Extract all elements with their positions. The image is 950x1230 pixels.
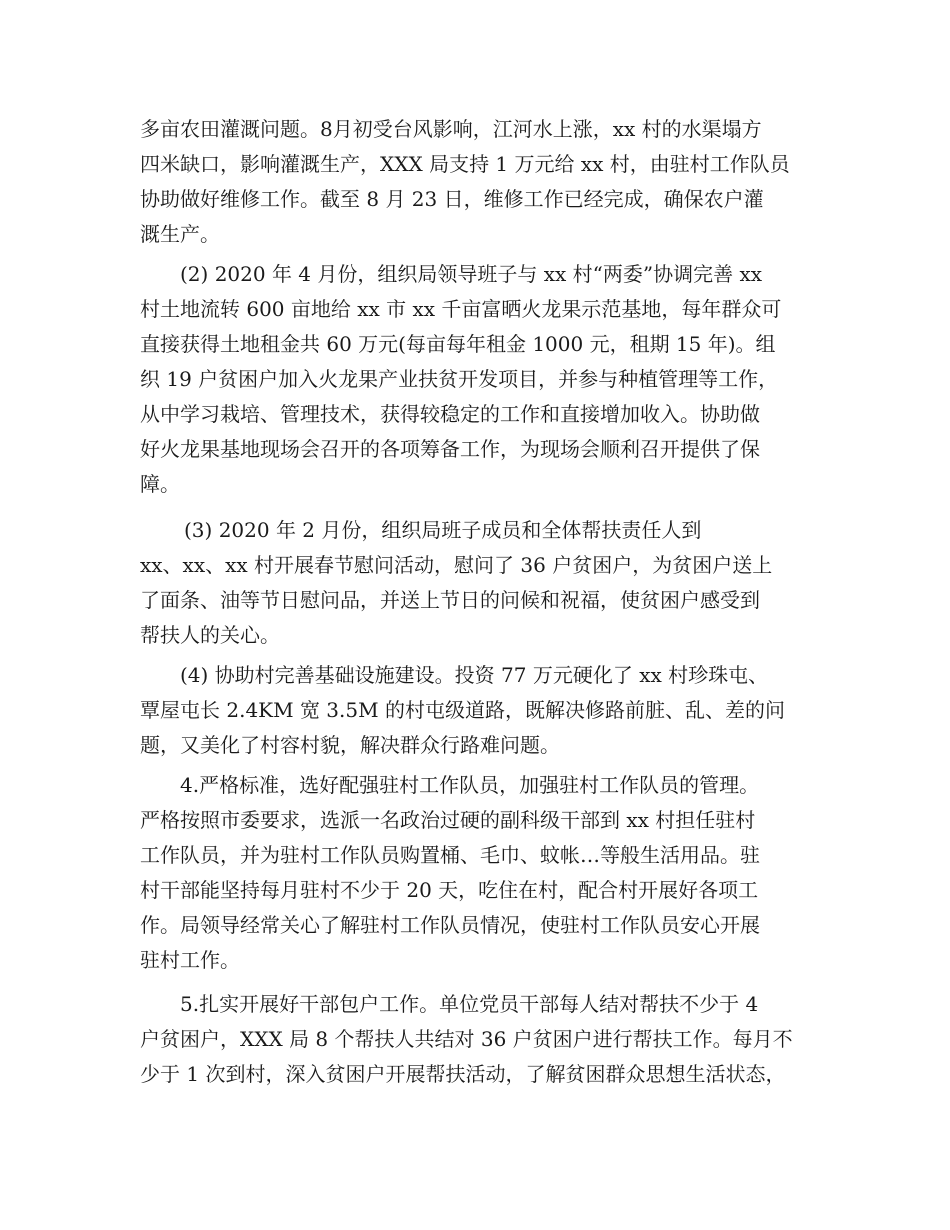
text-line: 驻村工作。 — [140, 948, 240, 972]
text-line: 多亩农田灌溉问题。8月初受台风影响，江河水上涨，xx 村的水渠塌方 — [140, 117, 762, 141]
text-line: 5.扎实开展好干部包户工作。单位党员干部每人结对帮扶不少于 4 — [180, 992, 759, 1016]
text-line: 严格按照市委要求，选派一名政治过硬的副科级干部到 xx 村担任驻村 — [140, 808, 756, 832]
paragraph-item-4 — [140, 658, 820, 763]
text-line: 溉生产。 — [140, 222, 220, 246]
text-line: 村土地流转 600 亩地给 xx 市 xx 千亩富晒火龙果示范基地，每年群众可 — [140, 297, 782, 321]
text-line: 协助做好维修工作。截至 8 月 23 日，维修工作已经完成，确保农户灌 — [140, 187, 764, 211]
text-line: 从中学习栽培、管理技术，获得较稳定的工作和直接增加收入。协助做 — [140, 402, 760, 426]
text-line: 四米缺口，影响灌溉生产，XXX 局支持 1 万元给 xx 村，由驻村工作队员 — [140, 152, 790, 176]
paragraph-section-4 — [140, 768, 820, 978]
text-line: 好火龙果基地现场会召开的各项筹备工作，为现场会顺利召开提供了保 — [140, 437, 760, 461]
text-line: 了面条、油等节日慰问品，并送上节日的问候和祝福，使贫困户感受到 — [140, 588, 760, 612]
paragraph-item-3 — [140, 513, 820, 653]
text-line: (2) 2020 年 4 月份，组织局领导班子与 xx 村“两委”协调完善 xx — [180, 262, 763, 286]
text-line: 覃屋屯长 2.4KM 宽 3.5M 的村屯级道路，既解决修路前脏、乱、差的问 — [140, 698, 785, 722]
text-line: (4) 协助村完善基础设施建设。投资 77 万元硬化了 xx 村珍珠屯、 — [180, 663, 769, 687]
text-line: 障。 — [140, 472, 180, 496]
text-line: 4.严格标准，选好配强驻村工作队员，加强驻村工作队员的管理。 — [180, 773, 760, 797]
paragraph-item-2 — [140, 257, 820, 502]
text-line: 村干部能坚持每月驻村不少于 20 天，吃住在村，配合村开展好各项工 — [140, 878, 759, 902]
text-line: 题，又美化了村容村貌，解决群众行路难问题。 — [140, 733, 560, 757]
text-line: 少于 1 次到村，深入贫困户开展帮扶活动，了解贫困群众思想生活状态， — [140, 1062, 786, 1086]
text-line: 直接获得土地租金共 60 万元(每亩每年租金 1000 元，租期 15 年)。组 — [140, 332, 776, 356]
text-line: 作。局领导经常关心了解驻村工作队员情况，使驻村工作队员安心开展 — [140, 913, 760, 937]
text-line: (3) 2020 年 2 月份，组织局班子成员和全体帮扶责任人到 — [184, 518, 702, 542]
text-line: 户贫困户，XXX 局 8 个帮扶人共结对 36 户贫困户进行帮扶工作。每月不 — [140, 1027, 793, 1051]
text-line: xx、xx、xx 村开展春节慰问活动，慰问了 36 户贫困户，为贫困户送上 — [140, 553, 773, 577]
text-line: 织 19 户贫困户加入火龙果产业扶贫开发项目，并参与种植管理等工作， — [140, 367, 779, 391]
paragraph-irrigation — [140, 112, 820, 252]
paragraph-section-5 — [140, 987, 820, 1092]
text-line: 工作队员，并为驻村工作队员购置桶、毛巾、蚊帐…等般生活用品。驻 — [140, 843, 760, 867]
text-line: 帮扶人的关心。 — [140, 623, 280, 647]
